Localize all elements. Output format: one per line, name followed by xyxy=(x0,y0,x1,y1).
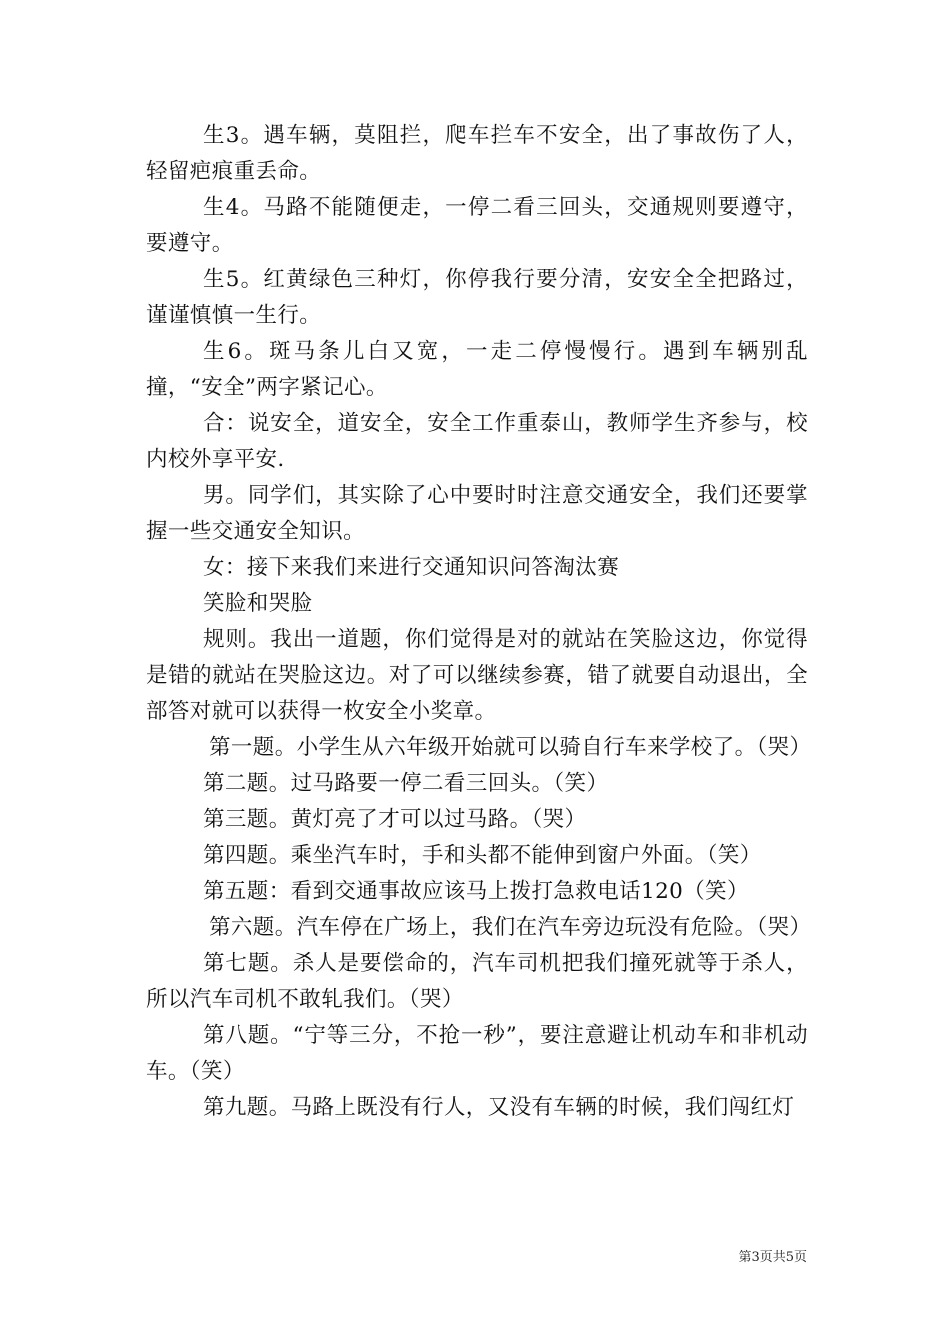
question-4: 第四题。乘坐汽车时，手和头都不能伸到窗户外面。（笑） xyxy=(203,843,762,868)
paragraph-game-title: 笑脸和哭脸 xyxy=(203,591,313,616)
paragraph-female-host: 女：接下来我们来进行交通知识问答淘汰赛 xyxy=(203,555,620,580)
document-body xyxy=(146,118,812,1126)
paragraph-student-3: 生3。遇车辆，莫阻拦，爬车拦车不安全，出了事故伤了人，轻留疤痕重丢命。 xyxy=(146,123,808,184)
paragraph-student-5: 生5。红黄绿色三种灯，你停我行要分清，安安全全把路过，谨谨慎慎一生行。 xyxy=(146,267,808,328)
paragraph-chorus: 合：说安全，道安全，安全工作重泰山，教师学生齐参与，校内校外享平安. xyxy=(146,411,808,472)
question-6: 第六题。汽车停在广场上，我们在汽车旁边玩没有危险。（哭） xyxy=(209,915,812,940)
page-number-footer: 第3页共5页 xyxy=(738,1250,807,1265)
question-3: 第三题。黄灯亮了才可以过马路。（哭） xyxy=(203,807,587,832)
question-9: 第九题。马路上既没有行人，又没有车辆的时候，我们闯红灯 xyxy=(203,1095,795,1120)
question-2: 第二题。过马路要一停二看三回头。（笑） xyxy=(203,771,609,796)
question-7: 第七题。杀人是要偿命的，汽车司机把我们撞死就等于杀人，所以汽车司机不敢轧我们。（哭） xyxy=(146,951,808,1012)
question-1: 第一题。小学生从六年级开始就可以骑自行车来学校了。（哭） xyxy=(209,735,812,760)
paragraph-rules: 规则。我出一道题，你们觉得是对的就站在笑脸这边，你觉得是错的就站在哭脸这边。对了可以继续参赛，错了就要自动退出，全部答对就可以获得一枚安全小奖章。 xyxy=(146,627,808,724)
question-5: 第五题：看到交通事故应该马上拨打急救电话120（笑） xyxy=(203,879,749,904)
paragraph-student-4: 生4。马路不能随便走，一停二看三回头，交通规则要遵守，要遵守。 xyxy=(146,195,808,256)
question-8: 第八题。“宁等三分，不抢一秒”，要注意避让机动车和非机动车。（笑） xyxy=(146,1023,808,1084)
paragraph-student-6: 生6。斑马条儿白又宽，一走二停慢慢行。遇到车辆别乱撞，“安全”两字紧记心。 xyxy=(146,339,808,400)
paragraph-male-host: 男。同学们，其实除了心中要时时注意交通安全，我们还要掌握一些交通安全知识。 xyxy=(146,483,808,544)
